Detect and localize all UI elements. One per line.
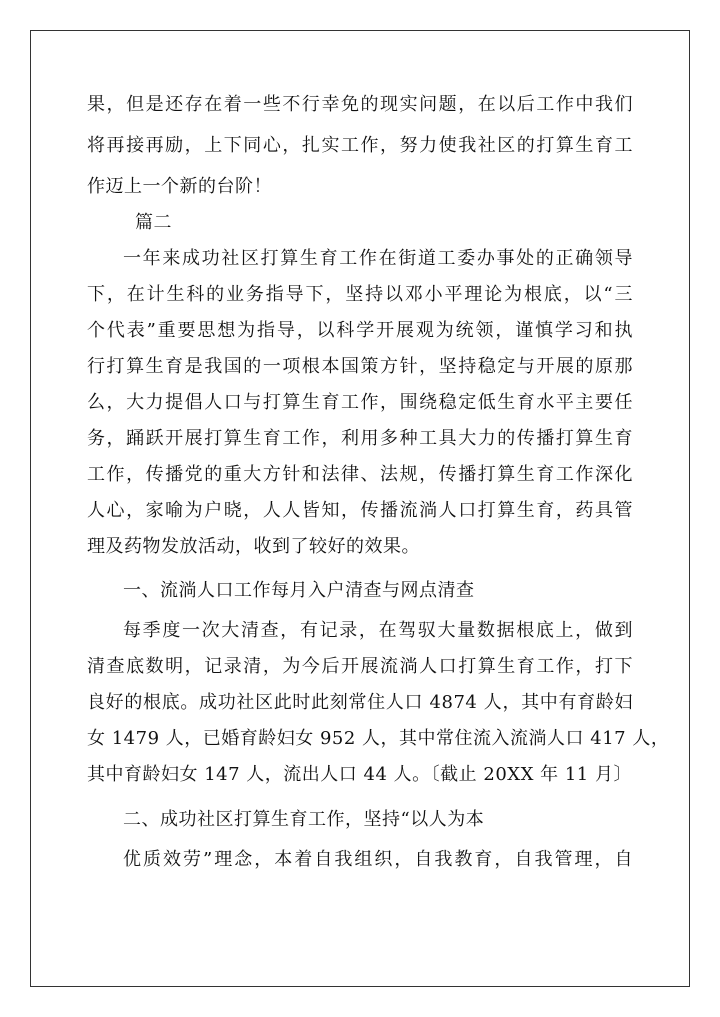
text-line-9: 么，大力提倡人口与打算生育工作，围绕稳定低生育水平主要任 [87,392,633,413]
text-line-15: 每季度一次大清查，有记录，在驾驭大量数据根底上，做到 [123,620,633,641]
text-line-16: 清查底数明，记录清，为今后开展流淌人口打算生育工作，打下 [87,656,633,677]
text-line-2: 将再接再励，上下同心，扎实工作，努力使我社区的打算生育工 [87,135,633,156]
text-line-11: 工作，传播党的重大方针和法律、法规，传播打算生育工作深化 [87,464,633,485]
text-line-10: 务，踊跃开展打算生育工作，利用多种工具大力的传播打算生育 [87,428,633,449]
text-line-3: 作迈上一个新的台阶！ [87,176,272,197]
section-heading-part-two: 篇二 [135,212,172,233]
text-line-8: 行打算生育是我国的一项根本国策方针，坚持稳定与开展的原那 [87,356,633,377]
text-line-6: 下，在计生科的业务指导下，坚持以邓小平理论为根底，以“三 [87,284,633,305]
text-line-18: 女 1479 人，已婚育龄妇女 952 人，其中常住流入流淌人口 417 人， [87,728,670,749]
section-heading-one: 一、流淌人口工作每月入户清查与网点清查 [123,580,475,601]
text-line-17: 良好的根底。成功社区此时此刻常住人口 4874 人，其中有育龄妇 [87,692,633,713]
text-line-1: 果，但是还存在着一些不行幸免的现实问题，在以后工作中我们 [87,94,633,115]
text-line-21: 优质效劳”理念，本着自我组织，自我教育，自我管理，自 [123,849,633,870]
text-line-7: 个代表”重要思想为指导，以科学开展观为统领，谨慎学习和执 [87,320,633,341]
text-line-12: 人心，家喻为户晓，人人皆知，传播流淌人口打算生育，药具管 [87,500,633,521]
section-heading-two: 二、成功社区打算生育工作，坚持“以人为本 [123,809,485,830]
text-line-5: 一年来成功社区打算生育工作在街道工委办事处的正确领导 [123,248,633,269]
text-line-19: 其中育龄妇女 147 人，流出人口 44 人。〔截止 20XX 年 11 月〕 [87,764,632,785]
text-line-13: 理及药物发放活动，收到了较好的效果。 [87,536,420,557]
